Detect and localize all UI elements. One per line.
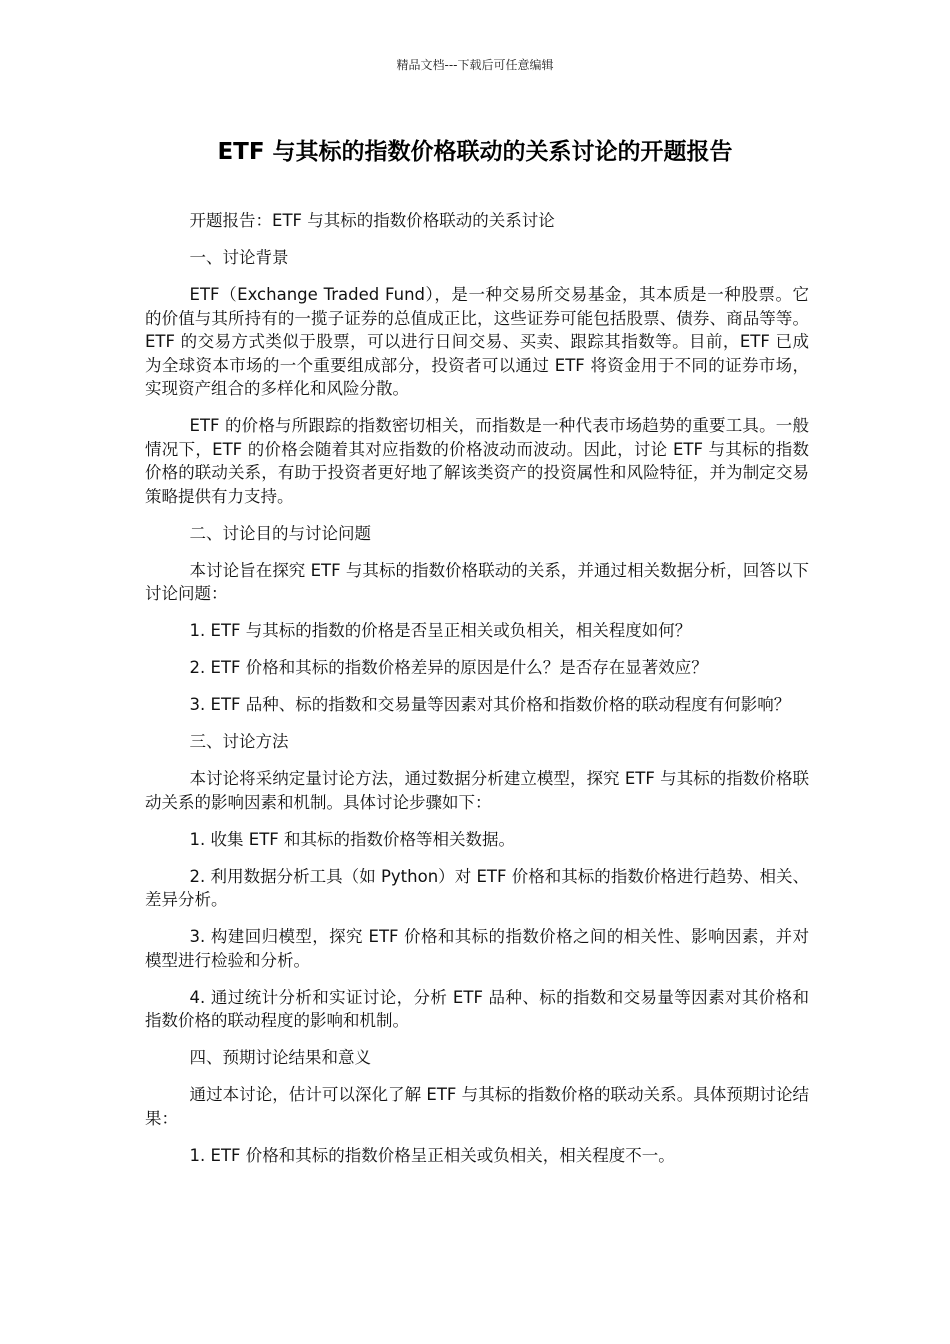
paragraph: 本讨论旨在探究 ETF 与其标的指数价格联动的关系，并通过相关数据分析，回答以下讨论问题： bbox=[145, 560, 809, 603]
paragraph: ETF（Exchange Traded Fund），是一种交易所交易基金，其本质是一种股票。它的价值与其所持有的一揽子证券的总值成正比，这些证券可能包括股票、债券、商品等等。ETF 的交易方式类似于股票，可以进行日间交易、买卖、跟踪其指数等。目前，ETF 已成为全球资本市场的一个重要组成部分，投资者可以通过 ETF 将资金用于不同的证券市场，实现资产组合的多样化和风险分散。 bbox=[145, 285, 809, 398]
list-item: 1. ETF 与其标的指数的价格是否呈正相关或负相关，相关程度如何？ bbox=[189, 621, 692, 640]
section-heading-background: 一、讨论背景 bbox=[189, 248, 289, 267]
list-item: 3. ETF 品种、标的指数和交易量等因素对其价格和指数价格的联动程度有何影响？ bbox=[189, 695, 791, 714]
list-item: 3. 构建回归模型，探究 ETF 价格和其标的指数价格之间的相关性、影响因素，并对模型进行检验和分析。 bbox=[145, 927, 809, 970]
document-title: ETF 与其标的指数价格联动的关系讨论的开题报告 bbox=[217, 139, 733, 165]
paragraph-subtitle: 开题报告：ETF 与其标的指数价格联动的关系讨论 bbox=[189, 211, 555, 230]
section-heading-results: 四、预期讨论结果和意义 bbox=[189, 1048, 372, 1067]
list-item: 1. 收集 ETF 和其标的指数价格等相关数据。 bbox=[189, 829, 516, 849]
list-item: 2. ETF 价格和其标的指数价格差异的原因是什么？是否存在显著效应？ bbox=[189, 658, 708, 677]
list-item: 2. 利用数据分析工具（如 Python）对 ETF 价格和其标的指数价格进行趋势、相关、差异分析。 bbox=[145, 866, 809, 909]
paragraph: ETF 的价格与所跟踪的指数密切相关，而指数是一种代表市场趋势的重要工具。一般情况下，ETF 的价格会随着其对应指数的价格波动而波动。因此，讨论 ETF 与其标的指数价格的联动关系，有助于投资者更好地了解该类资产的投资属性和风险特征，并为制定交易策略提供有力支持。 bbox=[145, 416, 809, 506]
paragraph: 通过本讨论，估计可以深化了解 ETF 与其标的指数价格的联动关系。具体预期讨论结果： bbox=[145, 1085, 809, 1128]
list-item: 1. ETF 价格和其标的指数价格呈正相关或负相关，相关程度不一。 bbox=[189, 1145, 675, 1165]
document-body bbox=[145, 209, 809, 1181]
section-heading-method: 三、讨论方法 bbox=[189, 732, 289, 751]
list-item: 4. 通过统计分析和实证讨论，分析 ETF 品种、标的指数和交易量等因素对其价格和指数价格的联动程度的影响和机制。 bbox=[145, 987, 809, 1030]
page-header: 精品文档---下载后可任意编辑 bbox=[396, 58, 554, 72]
section-heading-purpose: 二、讨论目的与讨论问题 bbox=[189, 523, 372, 543]
paragraph: 本讨论将采纳定量讨论方法，通过数据分析建立模型，探究 ETF 与其标的指数价格联动关系的影响因素和机制。具体讨论步骤如下： bbox=[145, 769, 809, 812]
